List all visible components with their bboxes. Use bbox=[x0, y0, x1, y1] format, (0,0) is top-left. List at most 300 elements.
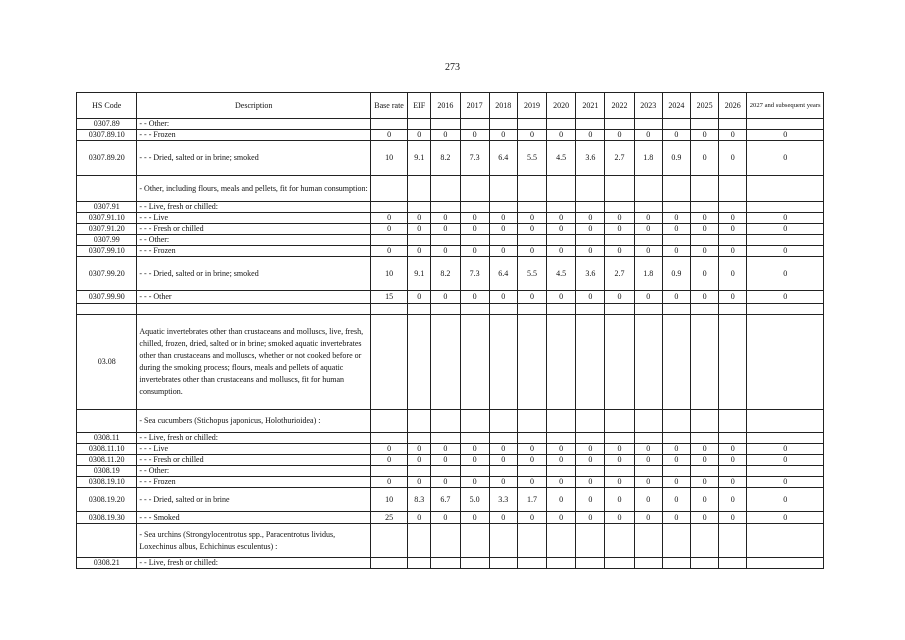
rate-cell bbox=[576, 524, 605, 558]
description-cell: Aquatic invertebrates other than crustaceans and molluscs, live, fresh, chilled, frozen, dried, salted or in brine; smoked aquatic invertebrates other than crustaceans and molluscs, whether or not cooked before or during the smoking process; flours, meals and pellets of aquatic invertebrates other than crustaceans and molluscs, fit for human consumption. bbox=[137, 315, 371, 410]
rate-cell bbox=[576, 315, 605, 410]
rate-cell bbox=[634, 176, 662, 202]
rate-cell: 6.7 bbox=[431, 488, 460, 512]
rate-cell bbox=[431, 202, 460, 213]
table-row bbox=[77, 455, 824, 466]
rate-cell bbox=[547, 176, 576, 202]
rate-cell bbox=[408, 235, 431, 246]
rate-cell bbox=[719, 235, 747, 246]
rate-cell bbox=[605, 524, 634, 558]
rate-cell: 0 bbox=[460, 291, 489, 304]
rate-cell bbox=[489, 202, 517, 213]
rate-cell: 9.1 bbox=[408, 257, 431, 291]
rate-cell: 0 bbox=[747, 224, 824, 235]
rate-cell: 0 bbox=[634, 224, 662, 235]
rate-cell: 0 bbox=[517, 512, 546, 524]
rate-cell bbox=[576, 176, 605, 202]
rate-cell bbox=[370, 558, 407, 569]
rate-cell bbox=[662, 410, 690, 433]
rate-cell: 0 bbox=[460, 477, 489, 488]
rate-cell bbox=[691, 433, 719, 444]
rate-cell bbox=[370, 176, 407, 202]
rate-cell: 0 bbox=[370, 455, 407, 466]
rate-cell bbox=[747, 119, 824, 130]
table-row bbox=[77, 477, 824, 488]
rate-cell bbox=[547, 119, 576, 130]
rate-cell: 0 bbox=[719, 213, 747, 224]
table-row bbox=[77, 224, 824, 235]
rate-cell bbox=[662, 315, 690, 410]
rate-cell: 5.5 bbox=[517, 141, 546, 176]
rate-cell: 10 bbox=[370, 141, 407, 176]
rate-cell: 10 bbox=[370, 488, 407, 512]
rate-cell bbox=[747, 304, 824, 315]
hs-code-cell bbox=[77, 304, 137, 315]
column-header: 2023 bbox=[634, 93, 662, 119]
rate-cell: 0 bbox=[747, 512, 824, 524]
hs-code-cell: 0307.91 bbox=[77, 202, 137, 213]
rate-cell bbox=[719, 466, 747, 477]
rate-cell bbox=[370, 466, 407, 477]
rate-cell bbox=[517, 119, 546, 130]
rate-cell: 0 bbox=[431, 455, 460, 466]
rate-cell: 0 bbox=[431, 213, 460, 224]
rate-cell bbox=[408, 524, 431, 558]
rate-cell: 0 bbox=[662, 455, 690, 466]
rate-cell: 0 bbox=[408, 291, 431, 304]
table-row bbox=[77, 202, 824, 213]
rate-cell: 3.6 bbox=[576, 141, 605, 176]
rate-cell: 0 bbox=[747, 257, 824, 291]
rate-cell: 3.3 bbox=[489, 488, 517, 512]
rate-cell: 0 bbox=[662, 512, 690, 524]
rate-cell: 0 bbox=[517, 291, 546, 304]
rate-cell bbox=[370, 315, 407, 410]
description-cell: - Sea cucumbers (Stichopus japonicus, Holothurioidea) : bbox=[137, 410, 371, 433]
column-header: 2025 bbox=[691, 93, 719, 119]
column-header: 2019 bbox=[517, 93, 546, 119]
table-row bbox=[77, 488, 824, 512]
rate-cell: 0 bbox=[370, 130, 407, 141]
rate-cell: 0 bbox=[719, 224, 747, 235]
rate-cell: 0 bbox=[460, 444, 489, 455]
rate-cell bbox=[747, 433, 824, 444]
rate-cell: 0 bbox=[489, 512, 517, 524]
description-cell: - - - Dried, salted or in brine; smoked bbox=[137, 141, 371, 176]
rate-cell bbox=[719, 433, 747, 444]
rate-cell bbox=[605, 558, 634, 569]
rate-cell: 0 bbox=[634, 488, 662, 512]
rate-cell: 0 bbox=[408, 224, 431, 235]
rate-cell bbox=[370, 235, 407, 246]
rate-cell: 0 bbox=[691, 291, 719, 304]
rate-cell: 3.6 bbox=[576, 257, 605, 291]
rate-cell bbox=[460, 202, 489, 213]
rate-cell: 0 bbox=[662, 213, 690, 224]
rate-cell: 0 bbox=[576, 291, 605, 304]
rate-cell: 0 bbox=[547, 477, 576, 488]
hs-code-cell: 03.08 bbox=[77, 315, 137, 410]
rate-cell bbox=[719, 524, 747, 558]
table-header-row bbox=[77, 93, 824, 119]
description-cell: - - - Smoked bbox=[137, 512, 371, 524]
rate-cell: 0 bbox=[719, 488, 747, 512]
rate-cell: 0 bbox=[370, 224, 407, 235]
table-row bbox=[77, 512, 824, 524]
rate-cell bbox=[605, 119, 634, 130]
rate-cell bbox=[719, 119, 747, 130]
rate-cell: 0 bbox=[747, 488, 824, 512]
rate-cell: 0 bbox=[634, 213, 662, 224]
hs-code-cell: 0308.19.30 bbox=[77, 512, 137, 524]
rate-cell: 7.3 bbox=[460, 141, 489, 176]
rate-cell: 0 bbox=[605, 291, 634, 304]
hs-code-cell: 0308.19.10 bbox=[77, 477, 137, 488]
rate-cell: 0 bbox=[547, 488, 576, 512]
rate-cell: 0 bbox=[517, 213, 546, 224]
rate-cell bbox=[747, 466, 824, 477]
rate-cell: 0 bbox=[634, 455, 662, 466]
rate-cell: 0 bbox=[634, 246, 662, 257]
hs-code-cell: 0307.89.10 bbox=[77, 130, 137, 141]
rate-cell bbox=[489, 304, 517, 315]
rate-cell: 0 bbox=[747, 130, 824, 141]
rate-cell bbox=[691, 315, 719, 410]
rate-cell: 0 bbox=[431, 246, 460, 257]
rate-cell bbox=[517, 304, 546, 315]
rate-cell: 0 bbox=[605, 130, 634, 141]
rate-cell bbox=[489, 235, 517, 246]
rate-cell bbox=[517, 410, 546, 433]
rate-cell bbox=[431, 304, 460, 315]
description-cell: - - - Dried, salted or in brine; smoked bbox=[137, 257, 371, 291]
rate-cell bbox=[431, 466, 460, 477]
rate-cell: 8.2 bbox=[431, 257, 460, 291]
rate-cell bbox=[719, 202, 747, 213]
rate-cell: 0 bbox=[489, 477, 517, 488]
rate-cell bbox=[517, 235, 546, 246]
rate-cell bbox=[408, 119, 431, 130]
table-row bbox=[77, 304, 824, 315]
rate-cell bbox=[634, 119, 662, 130]
rate-cell: 0 bbox=[691, 444, 719, 455]
description-cell: - - - Fresh or chilled bbox=[137, 224, 371, 235]
rate-cell: 0 bbox=[370, 444, 407, 455]
rate-cell bbox=[576, 202, 605, 213]
rate-cell: 0 bbox=[662, 291, 690, 304]
rate-cell bbox=[691, 176, 719, 202]
rate-cell: 0 bbox=[747, 213, 824, 224]
description-cell: - - Live, fresh or chilled: bbox=[137, 558, 371, 569]
rate-cell: 0 bbox=[747, 141, 824, 176]
rate-cell bbox=[489, 558, 517, 569]
rate-cell bbox=[408, 466, 431, 477]
rate-cell: 0.9 bbox=[662, 257, 690, 291]
rate-cell: 0 bbox=[517, 246, 546, 257]
rate-cell bbox=[605, 304, 634, 315]
rate-cell bbox=[576, 433, 605, 444]
table-row bbox=[77, 315, 824, 410]
description-cell: - Other, including flours, meals and pellets, fit for human consumption: bbox=[137, 176, 371, 202]
rate-cell bbox=[431, 410, 460, 433]
rate-cell bbox=[634, 524, 662, 558]
rate-cell: 0 bbox=[605, 246, 634, 257]
rate-cell bbox=[370, 119, 407, 130]
description-cell: - - Live, fresh or chilled: bbox=[137, 202, 371, 213]
rate-cell bbox=[747, 315, 824, 410]
rate-cell bbox=[634, 558, 662, 569]
rate-cell bbox=[370, 410, 407, 433]
rate-cell bbox=[662, 119, 690, 130]
rate-cell bbox=[547, 235, 576, 246]
rate-cell bbox=[605, 202, 634, 213]
rate-cell bbox=[605, 176, 634, 202]
rate-cell: 0 bbox=[634, 477, 662, 488]
rate-cell: 0 bbox=[460, 130, 489, 141]
rate-cell: 0 bbox=[662, 246, 690, 257]
hs-code-cell bbox=[77, 176, 137, 202]
rate-cell: 10 bbox=[370, 257, 407, 291]
rate-cell: 0 bbox=[719, 455, 747, 466]
table-row bbox=[77, 213, 824, 224]
rate-cell bbox=[408, 304, 431, 315]
rate-cell bbox=[576, 558, 605, 569]
description-cell: - - - Dried, salted or in brine bbox=[137, 488, 371, 512]
rate-cell: 0 bbox=[747, 246, 824, 257]
rate-cell: 0 bbox=[431, 291, 460, 304]
rate-cell bbox=[460, 304, 489, 315]
rate-cell: 0 bbox=[576, 455, 605, 466]
description-cell: - Sea urchins (Strongylocentrotus spp., Paracentrotus lividus, Loxechinus albus, Echichinus esculentus) : bbox=[137, 524, 371, 558]
rate-cell bbox=[747, 202, 824, 213]
table-row bbox=[77, 130, 824, 141]
rate-cell bbox=[460, 119, 489, 130]
rate-cell bbox=[747, 176, 824, 202]
rate-cell bbox=[634, 304, 662, 315]
rate-cell bbox=[547, 304, 576, 315]
rate-cell bbox=[517, 433, 546, 444]
rate-cell bbox=[634, 466, 662, 477]
rate-cell: 1.8 bbox=[634, 257, 662, 291]
rate-cell: 0 bbox=[489, 246, 517, 257]
rate-cell bbox=[460, 433, 489, 444]
rate-cell: 0 bbox=[408, 444, 431, 455]
rate-cell: 6.4 bbox=[489, 141, 517, 176]
hs-code-cell: 0307.99.90 bbox=[77, 291, 137, 304]
rate-cell bbox=[547, 315, 576, 410]
rate-cell: 0 bbox=[547, 444, 576, 455]
rate-cell: 0 bbox=[662, 224, 690, 235]
rate-cell: 0 bbox=[662, 444, 690, 455]
rate-cell bbox=[662, 176, 690, 202]
rate-cell: 0 bbox=[634, 130, 662, 141]
rate-cell: 0 bbox=[691, 130, 719, 141]
rate-cell bbox=[547, 466, 576, 477]
table-row bbox=[77, 257, 824, 291]
rate-cell: 0 bbox=[747, 477, 824, 488]
rate-cell bbox=[691, 202, 719, 213]
rate-cell: 0 bbox=[431, 224, 460, 235]
rate-cell: 0 bbox=[605, 213, 634, 224]
rate-cell: 0 bbox=[431, 477, 460, 488]
rate-cell bbox=[370, 524, 407, 558]
rate-cell bbox=[431, 524, 460, 558]
rate-cell bbox=[370, 202, 407, 213]
rate-cell: 0 bbox=[460, 455, 489, 466]
rate-cell bbox=[691, 410, 719, 433]
rate-cell: 8.3 bbox=[408, 488, 431, 512]
rate-cell bbox=[370, 433, 407, 444]
rate-cell: 0 bbox=[605, 444, 634, 455]
rate-cell bbox=[747, 558, 824, 569]
rate-cell bbox=[662, 558, 690, 569]
rate-cell bbox=[431, 176, 460, 202]
rate-cell bbox=[634, 410, 662, 433]
rate-cell bbox=[431, 119, 460, 130]
rate-cell: 0 bbox=[691, 257, 719, 291]
rate-cell bbox=[460, 315, 489, 410]
rate-cell bbox=[747, 410, 824, 433]
rate-cell bbox=[460, 235, 489, 246]
rate-cell: 0 bbox=[662, 488, 690, 512]
rate-cell bbox=[408, 176, 431, 202]
hs-code-cell: 0307.91.20 bbox=[77, 224, 137, 235]
rate-cell bbox=[691, 119, 719, 130]
rate-cell: 0 bbox=[460, 512, 489, 524]
column-header: 2027 and subsequent years bbox=[747, 93, 824, 119]
rate-cell: 0 bbox=[605, 477, 634, 488]
rate-cell: 0 bbox=[605, 488, 634, 512]
rate-cell bbox=[662, 466, 690, 477]
rate-cell bbox=[460, 176, 489, 202]
rate-cell: 0 bbox=[517, 477, 546, 488]
rate-cell bbox=[517, 176, 546, 202]
table-row bbox=[77, 466, 824, 477]
rate-cell: 0 bbox=[634, 444, 662, 455]
description-cell bbox=[137, 304, 371, 315]
rate-cell: 0 bbox=[719, 512, 747, 524]
rate-cell: 0 bbox=[576, 512, 605, 524]
hs-code-cell: 0307.99.10 bbox=[77, 246, 137, 257]
rate-cell: 0 bbox=[489, 455, 517, 466]
rate-cell: 5.0 bbox=[460, 488, 489, 512]
hs-code-cell bbox=[77, 410, 137, 433]
rate-cell bbox=[460, 558, 489, 569]
rate-cell: 0 bbox=[408, 213, 431, 224]
rate-cell bbox=[408, 202, 431, 213]
rate-cell: 0 bbox=[489, 444, 517, 455]
rate-cell: 0.9 bbox=[662, 141, 690, 176]
rate-cell: 0 bbox=[634, 291, 662, 304]
rate-cell bbox=[517, 466, 546, 477]
rate-cell: 0 bbox=[691, 213, 719, 224]
rate-cell: 0 bbox=[547, 291, 576, 304]
rate-cell bbox=[719, 410, 747, 433]
rate-cell bbox=[576, 119, 605, 130]
rate-cell bbox=[408, 315, 431, 410]
table-row bbox=[77, 558, 824, 569]
rate-cell bbox=[662, 433, 690, 444]
rate-cell bbox=[489, 176, 517, 202]
rate-cell: 0 bbox=[576, 224, 605, 235]
hs-code-cell: 0308.19 bbox=[77, 466, 137, 477]
rate-cell: 0 bbox=[719, 141, 747, 176]
rate-cell: 0 bbox=[576, 477, 605, 488]
rate-cell: 0 bbox=[547, 213, 576, 224]
table-row bbox=[77, 524, 824, 558]
rate-cell: 0 bbox=[431, 512, 460, 524]
rate-cell: 0 bbox=[576, 213, 605, 224]
rate-cell bbox=[547, 410, 576, 433]
rate-cell: 0 bbox=[370, 477, 407, 488]
rate-cell: 0 bbox=[691, 224, 719, 235]
rate-cell bbox=[460, 466, 489, 477]
table-row bbox=[77, 235, 824, 246]
rate-cell bbox=[605, 433, 634, 444]
column-header: 2021 bbox=[576, 93, 605, 119]
table-row bbox=[77, 444, 824, 455]
rate-cell: 0 bbox=[691, 455, 719, 466]
rate-cell: 0 bbox=[605, 224, 634, 235]
rate-cell: 7.3 bbox=[460, 257, 489, 291]
rate-cell: 4.5 bbox=[547, 257, 576, 291]
rate-cell: 0 bbox=[691, 246, 719, 257]
description-cell: - - Live, fresh or chilled: bbox=[137, 433, 371, 444]
rate-cell: 0 bbox=[691, 512, 719, 524]
rate-cell bbox=[489, 119, 517, 130]
rate-cell: 0 bbox=[517, 444, 546, 455]
rate-cell bbox=[605, 315, 634, 410]
rate-cell bbox=[460, 524, 489, 558]
rate-cell bbox=[691, 235, 719, 246]
rate-cell: 0 bbox=[460, 246, 489, 257]
rate-cell bbox=[605, 410, 634, 433]
rate-cell: 0 bbox=[460, 224, 489, 235]
tariff-schedule-table bbox=[76, 92, 824, 569]
rate-cell bbox=[576, 304, 605, 315]
table-row bbox=[77, 291, 824, 304]
description-cell: - - - Fresh or chilled bbox=[137, 455, 371, 466]
rate-cell: 0 bbox=[634, 512, 662, 524]
hs-code-cell: 0307.89.20 bbox=[77, 141, 137, 176]
column-header: Description bbox=[137, 93, 371, 119]
rate-cell: 9.1 bbox=[408, 141, 431, 176]
rate-cell bbox=[517, 558, 546, 569]
description-cell: - - Other: bbox=[137, 235, 371, 246]
hs-code-cell: 0307.99.20 bbox=[77, 257, 137, 291]
rate-cell bbox=[489, 466, 517, 477]
rate-cell: 0 bbox=[605, 512, 634, 524]
rate-cell: 15 bbox=[370, 291, 407, 304]
rate-cell: 1.8 bbox=[634, 141, 662, 176]
rate-cell bbox=[547, 558, 576, 569]
rate-cell: 0 bbox=[605, 455, 634, 466]
column-header: 2026 bbox=[719, 93, 747, 119]
rate-cell: 5.5 bbox=[517, 257, 546, 291]
hs-code-cell: 0307.99 bbox=[77, 235, 137, 246]
description-cell: - - Other: bbox=[137, 466, 371, 477]
column-header: 2020 bbox=[547, 93, 576, 119]
rate-cell: 0 bbox=[489, 291, 517, 304]
rate-cell: 0 bbox=[662, 130, 690, 141]
rate-cell bbox=[576, 235, 605, 246]
rate-cell: 0 bbox=[370, 246, 407, 257]
rate-cell: 0 bbox=[576, 130, 605, 141]
rate-cell: 0 bbox=[431, 444, 460, 455]
rate-cell bbox=[691, 304, 719, 315]
table-row bbox=[77, 176, 824, 202]
description-cell: - - - Live bbox=[137, 444, 371, 455]
